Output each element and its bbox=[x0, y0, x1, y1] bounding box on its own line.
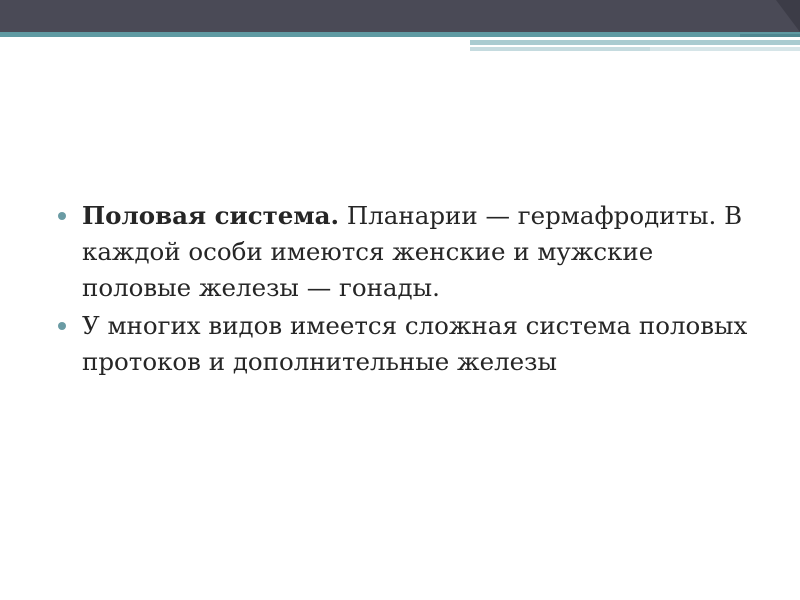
accent-stripe-tail bbox=[740, 34, 800, 37]
header-bar bbox=[0, 0, 800, 32]
accent-stripe bbox=[0, 32, 800, 37]
accent-stripe-lightest bbox=[650, 47, 800, 51]
accent-stripe-lighter bbox=[470, 47, 670, 51]
bullet-bold-lead: Половая система. bbox=[82, 201, 340, 230]
bullet-text: Планарии — гермафродиты. В каждой особи имеются женские и мужские половые железы — гонады. bbox=[82, 201, 743, 302]
bullet-item bbox=[58, 308, 758, 380]
bullet-dot-icon bbox=[58, 212, 66, 220]
bullet-item bbox=[58, 198, 758, 306]
accent-stripe-light bbox=[470, 40, 800, 45]
bullet-dot-icon bbox=[58, 322, 66, 330]
bullet-list bbox=[58, 198, 758, 380]
bullet-text: У многих видов имеется сложная система половых протоков и дополнительные железы bbox=[82, 311, 748, 376]
header-corner-decoration bbox=[776, 0, 800, 32]
slide-content bbox=[58, 198, 758, 382]
